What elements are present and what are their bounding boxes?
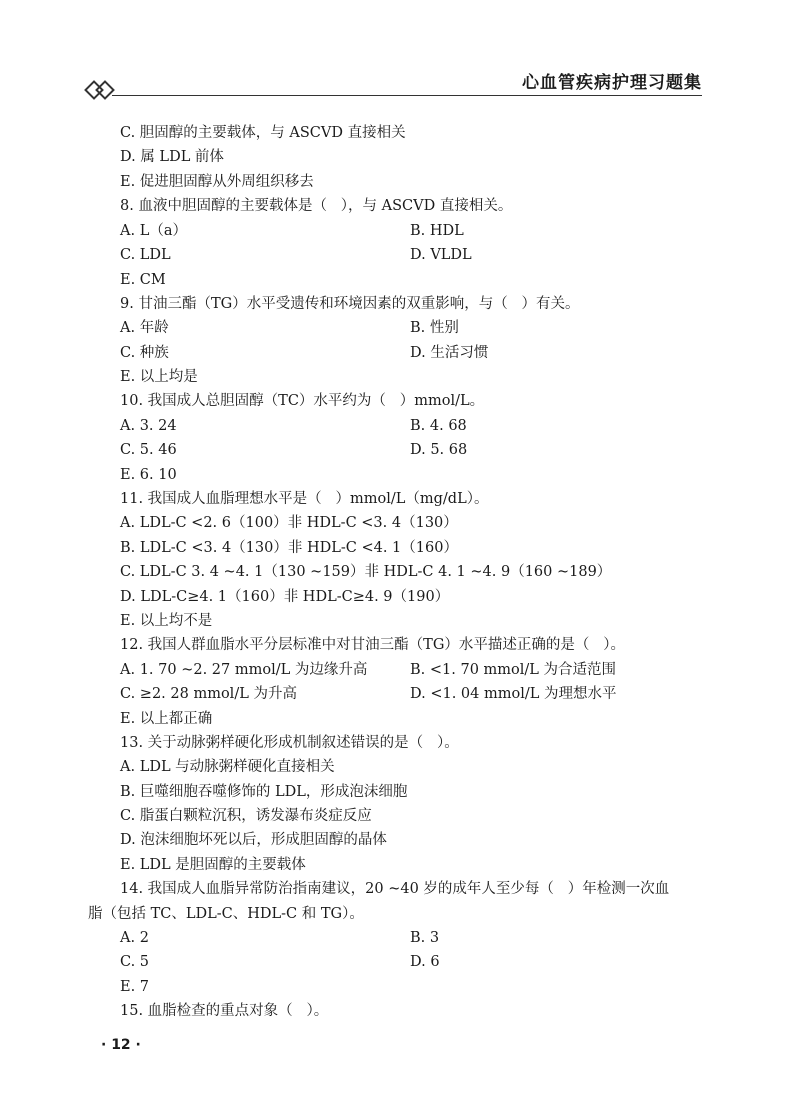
option-line: C. LDL	[120, 247, 171, 263]
question-line: 10. 我国成人总胆固醇（TC）水平约为（ ）mmol/L。	[120, 393, 485, 409]
option-line: D. 5. 68	[410, 442, 468, 458]
question-line: 11. 我国成人血脂理想水平是（ ）mmol/L（mg/dL）。	[120, 491, 489, 507]
option-line: A. 2	[120, 930, 149, 946]
option-line: C. 胆固醇的主要载体，与 ASCVD 直接相关	[120, 125, 406, 141]
question-line: 15. 血脂检查的重点对象（ ）。	[120, 1003, 329, 1019]
option-line: B. 4. 68	[410, 418, 467, 434]
option-line: E. 7	[120, 979, 150, 995]
option-line: C. LDL-C 3. 4 ~4. 1（130 ~159）非 HDL-C 4. 1 ~4. 9（160 ~189）	[120, 564, 612, 580]
option-line: C. 5. 46	[120, 442, 177, 458]
option-line: B. 性别	[410, 320, 459, 336]
question-line: 9. 甘油三酯（TG）水平受遗传和环境因素的双重影响，与（ ）有关。	[120, 296, 580, 312]
option-line: E. CM	[120, 272, 166, 288]
option-line: A. LDL 与动脉粥样硬化直接相关	[120, 759, 335, 775]
option-line: D. 属 LDL 前体	[120, 149, 224, 165]
option-line: E. 6. 10	[120, 467, 177, 483]
option-line: D. VLDL	[410, 247, 472, 263]
option-line: B. HDL	[410, 223, 464, 239]
question-line: 14. 我国成人血脂异常防治指南建议，20 ~40 岁的成年人至少每（ ）年检测一次血	[120, 881, 670, 897]
option-line: B. 巨噬细胞吞噬修饰的 LDL，形成泡沫细胞	[120, 784, 408, 800]
option-line: B. LDL-C <3. 4（130）非 HDL-C <4. 1（160）	[120, 540, 458, 556]
option-line: D. 生活习惯	[410, 345, 489, 361]
option-line: C. ≥2. 28 mmol/L 为升高	[120, 686, 297, 702]
question-line: 12. 我国人群血脂水平分层标准中对甘油三酯（TG）水平描述正确的是（ ）。	[120, 637, 625, 653]
option-line: D. 泡沫细胞坏死以后，形成胆固醇的晶体	[120, 832, 387, 848]
option-line: E. 促进胆固醇从外周组织移去	[120, 174, 314, 190]
option-line: A. 1. 70 ~2. 27 mmol/L 为边缘升高	[120, 662, 368, 678]
question-line-continued: 脂（包括 TC、LDL-C、HDL-C 和 TG）。	[88, 906, 364, 922]
header-rule	[112, 95, 702, 96]
page-header	[84, 62, 702, 104]
option-line: C. 种族	[120, 345, 169, 361]
option-line: E. 以上均是	[120, 369, 198, 385]
question-line: 13. 关于动脉粥样硬化形成机制叙述错误的是（ ）。	[120, 735, 459, 751]
option-line: D. <1. 04 mmol/L 为理想水平	[410, 686, 617, 702]
option-line: A. L（a）	[120, 223, 187, 239]
question-line: 8. 血液中胆固醇的主要载体是（ ），与 ASCVD 直接相关。	[120, 198, 513, 214]
diamond-chain-logo-icon	[84, 80, 118, 102]
option-line: D. LDL-C≥4. 1（160）非 HDL-C≥4. 9（190）	[120, 589, 450, 605]
option-line: C. 5	[120, 954, 150, 970]
option-line: B. 3	[410, 930, 440, 946]
option-line: C. 脂蛋白颗粒沉积，诱发瀑布炎症反应	[120, 808, 372, 824]
option-line: D. 6	[410, 954, 440, 970]
option-line: E. 以上都正确	[120, 711, 213, 727]
option-line: A. 3. 24	[120, 418, 177, 434]
option-line: A. 年龄	[120, 320, 169, 336]
option-line: A. LDL-C <2. 6（100）非 HDL-C <3. 4（130）	[120, 515, 458, 531]
page-number: · 12 ·	[101, 1037, 141, 1053]
option-line: B. <1. 70 mmol/L 为合适范围	[410, 662, 617, 678]
option-line: E. LDL 是胆固醇的主要载体	[120, 857, 306, 873]
book-title: 心血管疾病护理习题集	[522, 73, 702, 93]
option-line: E. 以上均不是	[120, 613, 213, 629]
